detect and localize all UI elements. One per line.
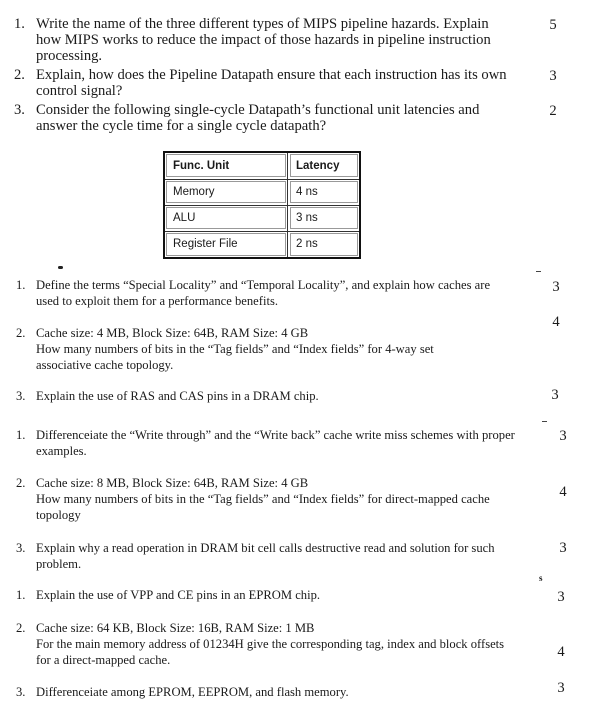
- question-number: 2.: [16, 476, 26, 490]
- table-header-row: [164, 152, 360, 179]
- question-text: Explain why a read operation in DRAM bit cell calls destructive read and solution for such problem.: [36, 541, 495, 571]
- table-cell: ALU: [164, 205, 288, 231]
- stray-tick: [542, 421, 547, 422]
- question-number: 2.: [16, 621, 26, 635]
- table-cell: Register File: [164, 231, 288, 258]
- table-cell: 3 ns: [288, 205, 361, 231]
- question-number: 2.: [16, 326, 26, 340]
- table-row: [164, 179, 360, 205]
- question-text: Write the name of the three different types of MIPS pipeline hazards. Explain how MIPS works to reduce the impact of those hazards in pipeline instruction processing.: [36, 16, 491, 64]
- stray-dot: [58, 266, 63, 269]
- question-number: 1.: [16, 278, 26, 292]
- marks: 3: [552, 279, 560, 295]
- question-number: 2.: [14, 67, 25, 83]
- question-text: Differenceiate the “Write through” and the “Write back” cache write miss schemes with proper examples.: [36, 428, 515, 458]
- question-text: For the main memory address of 01234H give the corresponding tag, index and block offsets for a direct-mapped cache.: [36, 637, 505, 667]
- stray-tick: [536, 271, 541, 272]
- marks: 5: [549, 17, 557, 33]
- question-number: 3.: [16, 685, 26, 699]
- question-number: 1.: [16, 428, 26, 442]
- question-text: Explain the use of RAS and CAS pins in a DRAM chip.: [36, 389, 319, 403]
- stray-mark: s: [539, 573, 543, 583]
- question-number: 3.: [14, 102, 25, 118]
- marks: 2: [549, 103, 557, 119]
- marks: 3: [557, 589, 565, 605]
- question-text: Consider the following single-cycle Datapath’s functional unit latencies and answer the cycle time for a single cycle datapath?: [36, 102, 480, 134]
- question-text: Define the terms “Special Locality” and “Temporal Locality”, and explain how caches are used to exploit them for a performance benefits.: [36, 278, 491, 308]
- question-text: Explain, how does the Pipeline Datapath ensure that each instruction has its own control signal?: [36, 67, 507, 99]
- question-text: How many numbers of bits in the “Tag fields” and “Index fields” for 4-way set associative cache topology.: [36, 342, 434, 372]
- marks: 4: [557, 644, 565, 660]
- table-cell: 4 ns: [288, 179, 361, 205]
- marks: 4: [559, 484, 567, 500]
- question-text: Cache size: 8 MB, Block Size: 64B, RAM Size: 4 GB: [36, 476, 309, 490]
- table-cell: 2 ns: [288, 231, 361, 258]
- column-header: Latency: [288, 152, 361, 179]
- marks: 3: [557, 680, 565, 696]
- question-text: Explain the use of VPP and CE pins in an EPROM chip.: [36, 588, 321, 602]
- table-cell: Memory: [164, 179, 288, 205]
- marks: 3: [549, 68, 557, 84]
- latency-table: [163, 151, 361, 259]
- question-text: How many numbers of bits in the “Tag fields” and “Index fields” for direct-mapped cache topology: [36, 492, 490, 522]
- marks: 3: [551, 387, 559, 403]
- question-number: 1.: [16, 588, 26, 602]
- marks: 3: [559, 428, 567, 444]
- question-number: 3.: [16, 389, 26, 403]
- column-header: Func. Unit: [164, 152, 288, 179]
- question-text: Differenceiate among EPROM, EEPROM, and flash memory.: [36, 685, 349, 699]
- question-number: 1.: [14, 16, 25, 32]
- table-row: [164, 231, 360, 258]
- marks: 3: [559, 540, 567, 556]
- question-text: Cache size: 64 KB, Block Size: 16B, RAM Size: 1 MB: [36, 621, 315, 635]
- question-number: 3.: [16, 541, 26, 555]
- table-row: [164, 205, 360, 231]
- marks: 4: [552, 314, 560, 330]
- question-text: Cache size: 4 MB, Block Size: 64B, RAM Size: 4 GB: [36, 326, 309, 340]
